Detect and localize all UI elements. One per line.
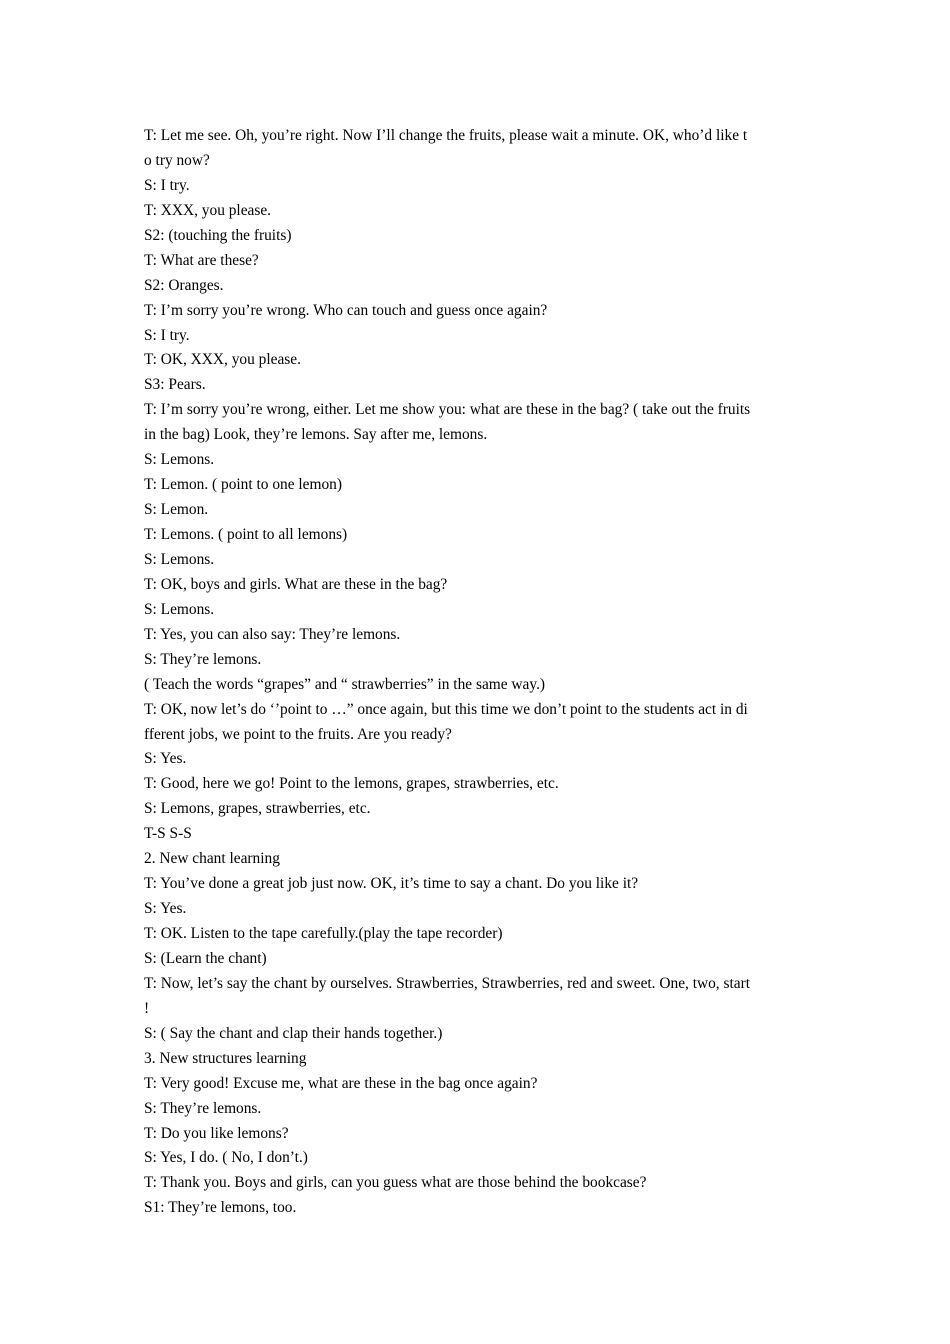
text-line: T: I’m sorry you’re wrong, either. Let me show you: what are these in the bag? ( take out the fruits — [144, 401, 751, 419]
text-line: T: What are these? — [144, 251, 259, 269]
text-line: T: Good, here we go! Point to the lemons, grapes, strawberries, etc. — [144, 775, 559, 793]
text-line: T: XXX, you please. — [144, 201, 272, 219]
text-line: S: I try. — [144, 326, 190, 344]
text-line: S: Lemons, grapes, strawberries, etc. — [144, 800, 371, 818]
text-line: S: Yes. — [144, 750, 187, 768]
text-line: S3: Pears. — [144, 376, 206, 394]
text-line: T: I’m sorry you’re wrong. Who can touch and guess once again? — [144, 301, 548, 319]
text-line: T: Do you like lemons? — [144, 1124, 289, 1142]
text-line: S: Lemons. — [144, 451, 215, 469]
text-line: T: Now, let’s say the chant by ourselves. Strawberries, Strawberries, red and sweet. One, two, start — [144, 974, 750, 992]
text-line: S: (Learn the chant) — [144, 949, 267, 967]
text-line: T: OK, boys and girls. What are these in the bag? — [144, 575, 448, 593]
text-line: S: They’re lemons. — [144, 650, 262, 668]
text-line: T: OK, now let’s do ‘’point to …” once again, but this time we don’t point to the students act in di — [144, 700, 748, 718]
section-heading: 2. New chant learning — [144, 850, 280, 868]
text-line: o try now? — [144, 151, 210, 169]
text-line: S: Lemons. — [144, 550, 215, 568]
text-line: S2: (touching the fruits) — [144, 226, 292, 244]
dialogue-text — [144, 124, 806, 1221]
text-line: T: Very good! Excuse me, what are these in the bag once again? — [144, 1074, 538, 1092]
text-line: ( Teach the words “grapes” and “ strawberries” in the same way.) — [144, 675, 546, 693]
text-line: T: Yes, you can also say: They’re lemons. — [144, 625, 401, 643]
text-line: T: Lemon. ( point to one lemon) — [144, 476, 342, 494]
text-line: T: Let me see. Oh, you’re right. Now I’ll change the fruits, please wait a minute. OK, who’d like t — [144, 127, 748, 144]
text-line: T: OK, XXX, you please. — [144, 351, 301, 369]
text-line: S2: Oranges. — [144, 276, 224, 294]
text-line: S1: They’re lemons, too. — [144, 1199, 297, 1217]
text-line: S: Yes, I do. ( No, I don’t.) — [144, 1149, 308, 1167]
text-line: T: OK. Listen to the tape carefully.(play the tape recorder) — [144, 925, 503, 942]
text-line: S: I try. — [144, 176, 190, 194]
text-line: S: They’re lemons. — [144, 1099, 262, 1117]
text-line: T: You’ve done a great job just now. OK, it’s time to say a chant. Do you like it? — [144, 875, 639, 893]
text-line: S: Lemon. — [144, 501, 209, 519]
text-line: ! — [144, 999, 150, 1017]
text-line: S: Yes. — [144, 900, 187, 918]
section-heading: 3. New structures learning — [144, 1049, 307, 1067]
text-line: T: Lemons. ( point to all lemons) — [144, 526, 348, 543]
text-line: S: ( Say the chant and clap their hands together.) — [144, 1024, 443, 1042]
text-line: S: Lemons. — [144, 600, 215, 618]
text-line: in the bag) Look, they’re lemons. Say after me, lemons. — [144, 426, 488, 444]
text-line: fferent jobs, we point to the fruits. Are you ready? — [144, 725, 452, 743]
text-line: T-S S-S — [144, 825, 192, 843]
text-line: T: Thank you. Boys and girls, can you guess what are those behind the bookcase? — [144, 1174, 647, 1192]
